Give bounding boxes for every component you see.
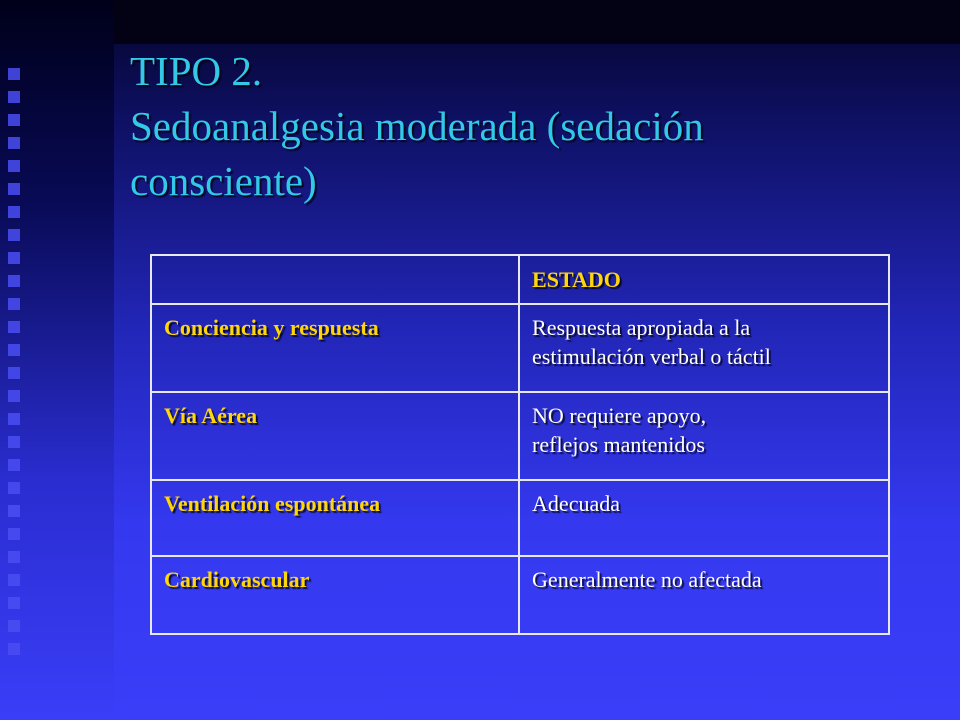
row-label-via-aerea: Vía Aérea (151, 392, 519, 480)
value-line: reflejos mantenidos (532, 432, 705, 457)
row-value-cardiovascular (519, 556, 889, 634)
value-line: estimulación verbal o táctil (532, 344, 771, 369)
row-label-conciencia: Conciencia y respuesta (151, 304, 519, 392)
decorative-square (8, 160, 20, 172)
header-estado-cell: ESTADO (519, 255, 889, 304)
decorative-square (8, 298, 20, 310)
row-label-ventilacion: Ventilación espontánea (151, 480, 519, 556)
decorative-square (8, 413, 20, 425)
sedation-state-table (150, 254, 890, 635)
title-line-1: TIPO 2. (130, 48, 263, 94)
top-dark-band (114, 0, 960, 44)
header-empty-cell (151, 255, 519, 304)
decorative-square (8, 252, 20, 264)
decorative-square (8, 436, 20, 448)
table-row (151, 480, 889, 556)
decorative-square (8, 321, 20, 333)
title-line-2: Sedoanalgesia moderada (sedación (130, 103, 704, 149)
decorative-square (8, 91, 20, 103)
decorative-square (8, 597, 20, 609)
table-row (151, 392, 889, 480)
decorative-square (8, 229, 20, 241)
decorative-square (8, 137, 20, 149)
table-row (151, 556, 889, 634)
row-value-ventilacion (519, 480, 889, 556)
slide-title (130, 44, 930, 209)
decorative-square (8, 367, 20, 379)
decorative-square (8, 390, 20, 402)
table-header-row (151, 255, 889, 304)
title-line-3: consciente) (130, 158, 317, 204)
decorative-squares (8, 68, 22, 688)
decorative-square (8, 459, 20, 471)
decorative-square (8, 574, 20, 586)
decorative-square (8, 505, 20, 517)
value-line: NO requiere apoyo, (532, 403, 707, 428)
value-line: Respuesta apropiada a la (532, 315, 751, 340)
row-label-cardiovascular: Cardiovascular (151, 556, 519, 634)
decorative-square (8, 643, 20, 655)
decorative-square (8, 551, 20, 563)
row-value-conciencia (519, 304, 889, 392)
decorative-square (8, 114, 20, 126)
decorative-square (8, 528, 20, 540)
decorative-square (8, 482, 20, 494)
decorative-square (8, 275, 20, 287)
decorative-square (8, 344, 20, 356)
decorative-square (8, 206, 20, 218)
decorative-square (8, 183, 20, 195)
decorative-square (8, 68, 20, 80)
value-line: Adecuada (532, 491, 620, 516)
decorative-square (8, 620, 20, 632)
left-decorative-strip (0, 0, 114, 720)
value-line: Generalmente no afectada (532, 567, 762, 592)
row-value-via-aerea (519, 392, 889, 480)
table-row (151, 304, 889, 392)
